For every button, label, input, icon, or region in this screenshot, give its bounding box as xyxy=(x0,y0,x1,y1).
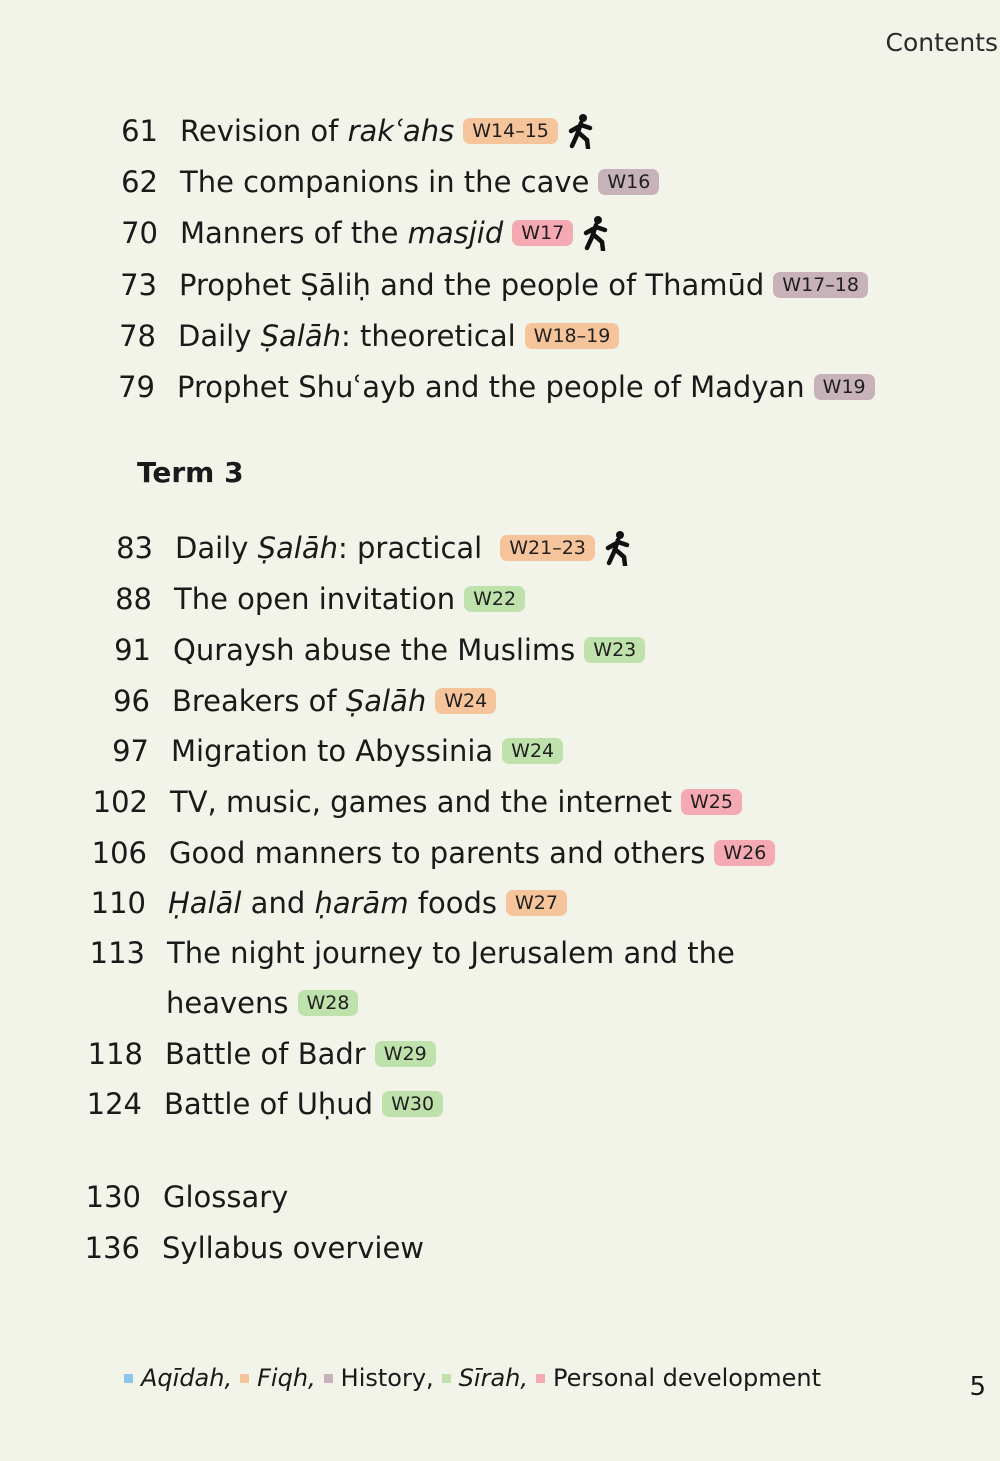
toc-title: Battle of Badr xyxy=(165,1037,366,1071)
legend-swatch xyxy=(240,1374,249,1383)
toc-entry[interactable] xyxy=(83,1177,288,1217)
legend-item-history xyxy=(324,1364,434,1392)
toc-page-number: 102 xyxy=(92,785,148,819)
legend-swatch xyxy=(324,1374,333,1383)
toc-page-number: 106 xyxy=(91,836,147,870)
toc-page-number: 97 xyxy=(112,734,149,768)
toc-entry[interactable] xyxy=(94,579,525,619)
legend-swatch xyxy=(536,1374,545,1383)
week-badge: W21–23 xyxy=(500,535,595,561)
toc-entry[interactable] xyxy=(92,681,496,721)
running-figure-icon xyxy=(568,113,596,149)
toc-entry[interactable] xyxy=(85,1034,436,1074)
toc-title: The night journey to Jerusalem and the xyxy=(167,936,735,970)
week-badge: W19 xyxy=(814,374,875,400)
toc-title: Ḥalāl and ḥarām foods xyxy=(168,886,498,920)
legend-label: Fiqh, xyxy=(257,1364,316,1392)
week-badge: W17 xyxy=(512,220,573,246)
legend-item-personal-development xyxy=(536,1364,821,1392)
toc-title: Quraysh abuse the Muslims xyxy=(173,633,576,667)
toc-entry[interactable] xyxy=(95,528,633,568)
toc-page-number: 124 xyxy=(86,1087,142,1121)
toc-page-number: 113 xyxy=(89,936,145,970)
toc-page-number: 62 xyxy=(121,165,158,199)
toc-entry[interactable] xyxy=(100,111,596,151)
toc-title: Syllabus overview xyxy=(162,1231,425,1265)
week-badge: W22 xyxy=(464,586,525,612)
category-legend xyxy=(124,1364,829,1392)
toc-title: Daily Ṣalāh: theoretical xyxy=(178,319,516,353)
legend-item-sirah xyxy=(442,1364,528,1392)
toc-entry[interactable] xyxy=(84,1084,443,1124)
week-badge: W30 xyxy=(382,1091,443,1117)
toc-title: Daily Ṣalāh: practical xyxy=(175,531,483,565)
toc-page-number: 110 xyxy=(90,886,146,920)
running-figure-icon xyxy=(605,530,633,566)
toc-entry[interactable] xyxy=(93,630,645,670)
toc-page-number: 78 xyxy=(119,319,156,353)
toc-page-number: 130 xyxy=(85,1180,141,1214)
week-badge: W27 xyxy=(506,890,567,916)
toc-title: Manners of the masjid xyxy=(180,216,504,250)
toc-page-number: 118 xyxy=(87,1037,143,1071)
legend-label: History, xyxy=(340,1364,434,1392)
week-badge: W25 xyxy=(681,789,742,815)
toc-title: Battle of Uḥud xyxy=(164,1087,374,1121)
toc-title: The open invitation xyxy=(174,582,456,616)
toc-page-number: 70 xyxy=(121,216,158,250)
toc-title: The companions in the cave xyxy=(180,165,590,199)
toc-page-number: 73 xyxy=(120,268,157,302)
toc-entry[interactable] xyxy=(90,782,742,822)
week-badge: W14–15 xyxy=(463,118,558,144)
week-badge: W28 xyxy=(298,990,359,1016)
legend-item-aqidah xyxy=(124,1364,232,1392)
toc-page-number: 96 xyxy=(113,684,150,718)
week-badge: W24 xyxy=(502,738,563,764)
week-badge: W17–18 xyxy=(773,272,868,298)
legend-swatch xyxy=(124,1374,133,1383)
legend-item-fiqh xyxy=(240,1364,316,1392)
legend-label: Aqīdah, xyxy=(141,1364,233,1392)
section-heading-term-3: Term 3 xyxy=(137,456,244,489)
toc-title: Prophet Ṣāliḥ and the people of Thamūd xyxy=(179,268,765,302)
page-number: 5 xyxy=(969,1372,986,1402)
toc-title: heavens xyxy=(166,986,289,1020)
legend-label: Sīrah, xyxy=(458,1364,528,1392)
toc-entry-continuation[interactable] xyxy=(86,983,358,1023)
toc-entry[interactable] xyxy=(91,731,563,771)
toc-entry[interactable] xyxy=(100,213,611,253)
toc-entry[interactable] xyxy=(99,265,868,305)
toc-page-number: 88 xyxy=(115,582,152,616)
toc-title: Prophet Shuʿayb and the people of Madyan xyxy=(177,370,805,404)
toc-title: Revision of rakʿahs xyxy=(180,114,455,148)
toc-page-number: 136 xyxy=(84,1231,140,1265)
legend-label: Personal development xyxy=(553,1364,821,1392)
toc-title: Good manners to parents and others xyxy=(169,836,706,870)
toc-entry[interactable] xyxy=(88,883,567,923)
page-header-title: Contents xyxy=(885,28,998,57)
toc-title: TV, music, games and the internet xyxy=(170,785,673,819)
toc-entry[interactable] xyxy=(98,316,619,356)
week-badge: W23 xyxy=(584,637,645,663)
toc-title: Migration to Abyssinia xyxy=(171,734,494,768)
toc-page-number: 61 xyxy=(121,114,158,148)
toc-title: Breakers of Ṣalāh xyxy=(172,684,427,718)
legend-swatch xyxy=(442,1374,451,1383)
toc-page-number: 83 xyxy=(116,531,153,565)
week-badge: W24 xyxy=(435,688,496,714)
toc-entry[interactable] xyxy=(97,367,875,407)
toc-title: Glossary xyxy=(163,1180,289,1214)
toc-entry[interactable] xyxy=(100,162,659,202)
toc-page-number: 79 xyxy=(118,370,155,404)
toc-entry[interactable] xyxy=(89,833,775,873)
toc-entry[interactable] xyxy=(87,933,735,973)
week-badge: W18–19 xyxy=(525,323,620,349)
week-badge: W26 xyxy=(714,840,775,866)
toc-page-number: 91 xyxy=(114,633,151,667)
toc-entry[interactable] xyxy=(82,1228,424,1268)
running-figure-icon xyxy=(583,215,611,251)
week-badge: W29 xyxy=(375,1041,436,1067)
week-badge: W16 xyxy=(598,169,659,195)
